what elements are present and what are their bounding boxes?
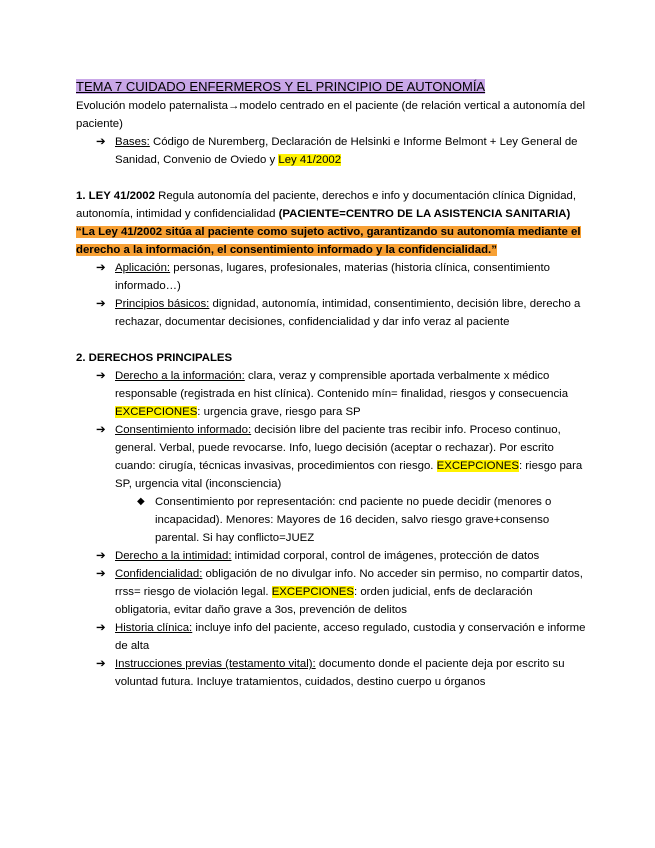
item-text: documento donde el paciente deja por escrito su voluntad futura. Incluye tratamientos, cuidados, destino cuerpo u órganos: [115, 658, 565, 688]
intro-bases: [76, 133, 586, 169]
list-item-history: [76, 619, 586, 655]
item-label: Consentimiento informado:: [115, 424, 252, 436]
exceptions-highlight: EXCEPCIONES: [115, 406, 198, 418]
item-label: Derecho a la intimidad:: [115, 550, 232, 562]
item-text: intimidad corporal, control de imágenes, protección de datos: [231, 550, 540, 562]
list-item-confidentiality: [76, 565, 586, 619]
sub-list-item-representation: [76, 493, 586, 547]
item-text: incluye info del paciente, acceso regulado, custodia y conservación e informe de alta: [115, 622, 586, 652]
arrow-icon: ➔: [96, 658, 106, 670]
list-item-instructions: [76, 655, 586, 691]
item-text: obligación de no divulgar info. No acceder sin permiso, no compartir datos, rrss= riesgo de violación legal.: [115, 568, 583, 598]
arrow-icon: ➔: [96, 370, 106, 382]
item-label: Instrucciones previas (testamento vital):: [115, 658, 316, 670]
list-item-intimacy: [76, 547, 586, 565]
item-text-after: : orden judicial, enfs de declaración obligatoria, evitar daño grave a 3os, prevención de delitos: [115, 586, 533, 616]
section1-quote: “La Ley 41/2002 sitúa al paciente como sujeto activo, garantizando su autonomía mediante el derecho a la información, el consentimiento informado y la confidencialidad.”: [76, 226, 581, 256]
item-label: Confidencialidad:: [115, 568, 203, 580]
page-title: TEMA 7 CUIDADO ENFERMEROS Y EL PRINCIPIO DE AUTONOMÍA: [76, 79, 486, 94]
section2-heading: 2. DERECHOS PRINCIPALES: [76, 352, 233, 364]
document-page: [76, 78, 586, 691]
arrow-icon: ➔: [96, 298, 106, 310]
section1-paragraph: [76, 187, 586, 259]
arrow-icon: ➔: [96, 424, 106, 436]
exceptions-highlight: EXCEPCIONES: [436, 460, 519, 472]
arrow-icon: ➔: [96, 622, 106, 634]
item-text: dignidad, autonomía, intimidad, consentimiento, decisión libre, derecho a rechazar, documentar decisiones, confidencialidad y dar info veraz al paciente: [115, 298, 581, 328]
item-label: Derecho a la información:: [115, 370, 245, 382]
item-text-after: : riesgo para SP, urgencia vital (inconsciencia): [115, 460, 583, 490]
section1-heading: 1. LEY 41/2002: [76, 190, 155, 202]
diamond-bullet-icon: ◆: [137, 496, 145, 507]
list-item: [76, 295, 586, 331]
arrow-icon: ➔: [96, 550, 106, 562]
bases-highlight: Ley 41/2002: [278, 154, 342, 166]
item-text: personas, lugares, profesionales, materias (historia clínica, consentimiento informado…): [115, 262, 550, 292]
section1-text: Regula autonomía del paciente, derechos e info y documentación clínica Dignidad, autonomía, intimidad y confidencialidad: [76, 190, 577, 220]
sub-item-text: Consentimiento por representación: cnd paciente no puede decidir (menores o incapacidad). Menores: Mayores de 16 deciden, salvo riesgo grave+consenso parental. Si hay conflicto=JUEZ: [155, 496, 552, 544]
exceptions-highlight: EXCEPCIONES: [271, 586, 354, 598]
item-text-after: : urgencia grave, riesgo para SP: [197, 406, 361, 418]
list-item-consent: [76, 421, 586, 493]
arrow-icon: ➔: [96, 568, 106, 580]
list-item-info: [76, 367, 586, 421]
item-label: Aplicación:: [115, 262, 171, 274]
section1-bold: (PACIENTE=CENTRO DE LA ASISTENCIA SANITARIA): [278, 208, 571, 220]
arrow-icon: ➔: [96, 136, 106, 148]
item-text: clara, veraz y comprensible aportada verbalmente x médico responsable (registrada en hist clínica). Contenido mín= finalidad, riesgos y consecuencia: [115, 370, 569, 400]
item-text: decisión libre del paciente tras recibir info. Proceso continuo, general. Verbal, puede revocarse. Info, luego decisión (aceptar o rechazar). Por escrito cuando: cirugía, técnicas invasivas, procedimientos con riesgo.: [115, 424, 561, 472]
intro-evolution: Evolución modelo paternalista→modelo centrado en el paciente (de relación vertical a autonomía del paciente): [76, 100, 586, 130]
list-item: [76, 259, 586, 295]
arrow-icon: ➔: [96, 262, 106, 274]
bases-text: Código de Nuremberg, Declaración de Helsinki e Informe Belmont + Ley General de Sanidad, Convenio de Oviedo y: [115, 136, 578, 166]
item-label: Historia clínica:: [115, 622, 193, 634]
item-label: Principios básicos:: [115, 298, 210, 310]
bases-label: Bases:: [115, 136, 150, 148]
